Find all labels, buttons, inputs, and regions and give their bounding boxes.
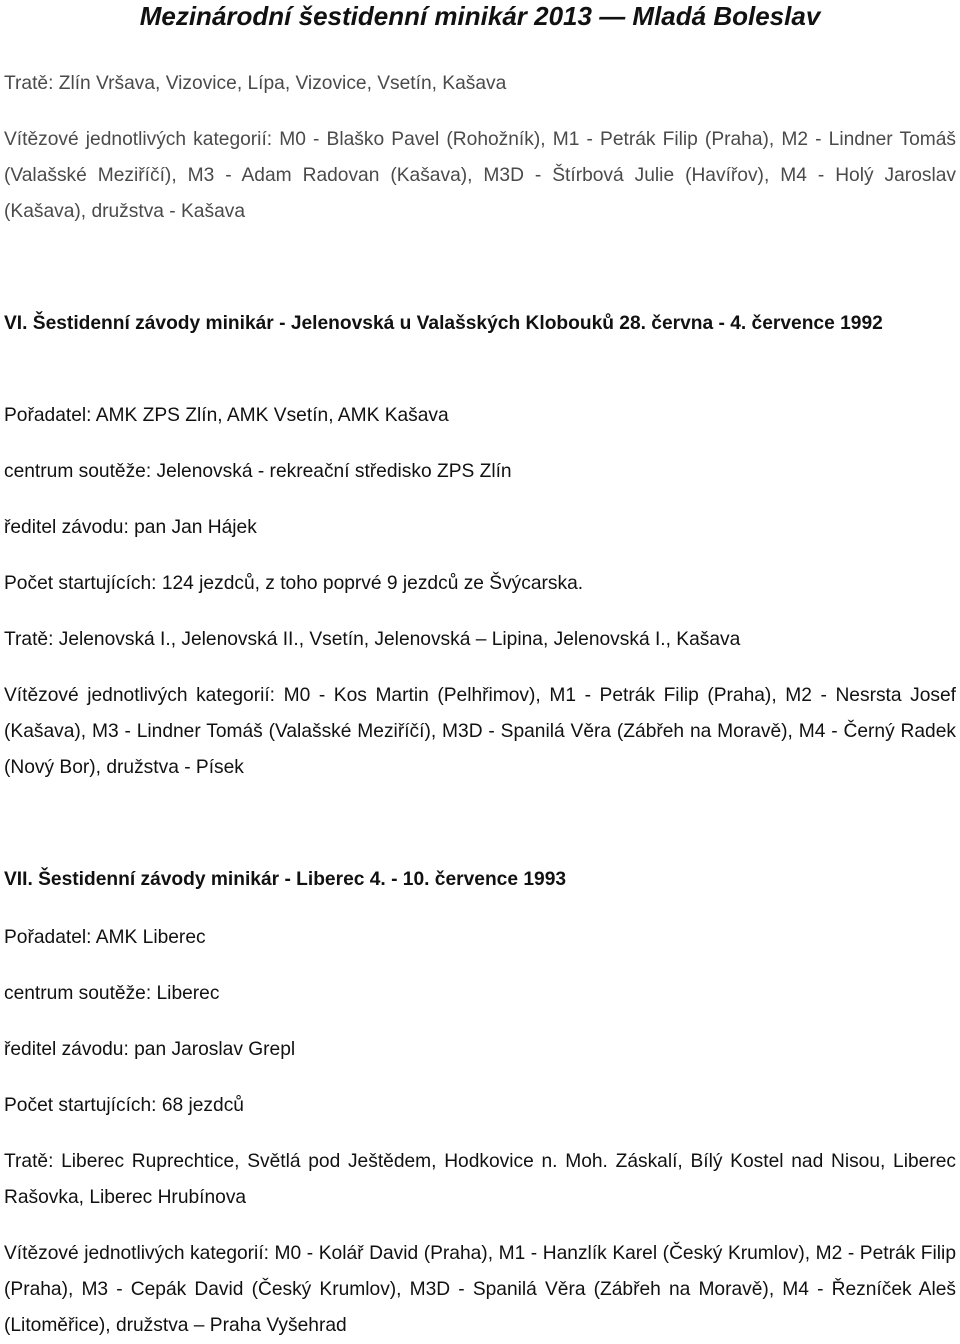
intro-trate: Tratě: Zlín Vršava, Vizovice, Lípa, Vizovice, Vsetín, Kašava bbox=[4, 73, 507, 94]
section6-pocet: Počet startujících: 124 jezdců, z toho poprvé 9 jezdců ze Švýcarska. bbox=[4, 573, 584, 594]
section6-trate: Tratě: Jelenovská I., Jelenovská II., Vsetín, Jelenovská – Lipina, Jelenovská I., Kašava bbox=[4, 629, 741, 650]
document-title: Mezinárodní šestidenní minikár 2013 — Mladá Boleslav bbox=[139, 1, 821, 31]
section7-centrum: centrum soutěže: Liberec bbox=[4, 983, 220, 1004]
section7-vitezove: Vítězové jednotlivých kategorií: M0 - Kolář David (Praha), M1 - Hanzlík Karel (Český Krumlov), M2 - Petrák Filip (Praha), M3 - Cepák David (Český Krumlov), M3D - Spanilá Věra (Zábřeh na Moravě), M4 - Řezníček Aleš (Litoměřice), družstva – Praha Vyšehrad bbox=[4, 1243, 956, 1336]
intro-vitezove: Vítězové jednotlivých kategorií: M0 - Blaško Pavel (Rohožník), M1 - Petrák Filip (Praha), M2 - Lindner Tomáš (Valašské Meziříčí), M3 - Adam Radovan (Kašava), M3D - Štírbová Julie (Havířov), M4 - Holý Jaroslav (Kašava), družstva - Kašava bbox=[4, 129, 956, 222]
section7-pocet: Počet startujících: 68 jezdců bbox=[4, 1095, 244, 1116]
section7-trate: Tratě: Liberec Ruprechtice, Světlá pod Ještědem, Hodkovice n. Moh. Záskalí, Bílý Kostel nad Nisou, Liberec Rašovka, Liberec Hrubínova bbox=[4, 1151, 956, 1208]
section6-centrum: centrum soutěže: Jelenovská - rekreační středisko ZPS Zlín bbox=[4, 461, 512, 482]
section6-poradatel: Pořadatel: AMK ZPS Zlín, AMK Vsetín, AMK Kašava bbox=[4, 405, 449, 426]
section7-reditel: ředitel závodu: pan Jaroslav Grepl bbox=[4, 1039, 296, 1060]
section7-heading: VII. Šestidenní závody minikár - Liberec 4. - 10. července 1993 bbox=[4, 869, 567, 890]
section6-vitezove: Vítězové jednotlivých kategorií: M0 - Kos Martin (Pelhřimov), M1 - Petrák Filip (Praha), M2 - Nesrsta Josef (Kašava), M3 - Lindner Tomáš (Valašské Meziříčí), M3D - Spanilá Věra (Zábřeh na Moravě), M4 - Černý Radek (Nový Bor), družstva - Písek bbox=[4, 685, 956, 778]
section6-reditel: ředitel závodu: pan Jan Hájek bbox=[4, 517, 257, 538]
section6-heading: VI. Šestidenní závody minikár - Jelenovská u Valašských Klobouků 28. června - 4. července 1992 bbox=[4, 313, 883, 334]
section7-poradatel: Pořadatel: AMK Liberec bbox=[4, 927, 206, 948]
